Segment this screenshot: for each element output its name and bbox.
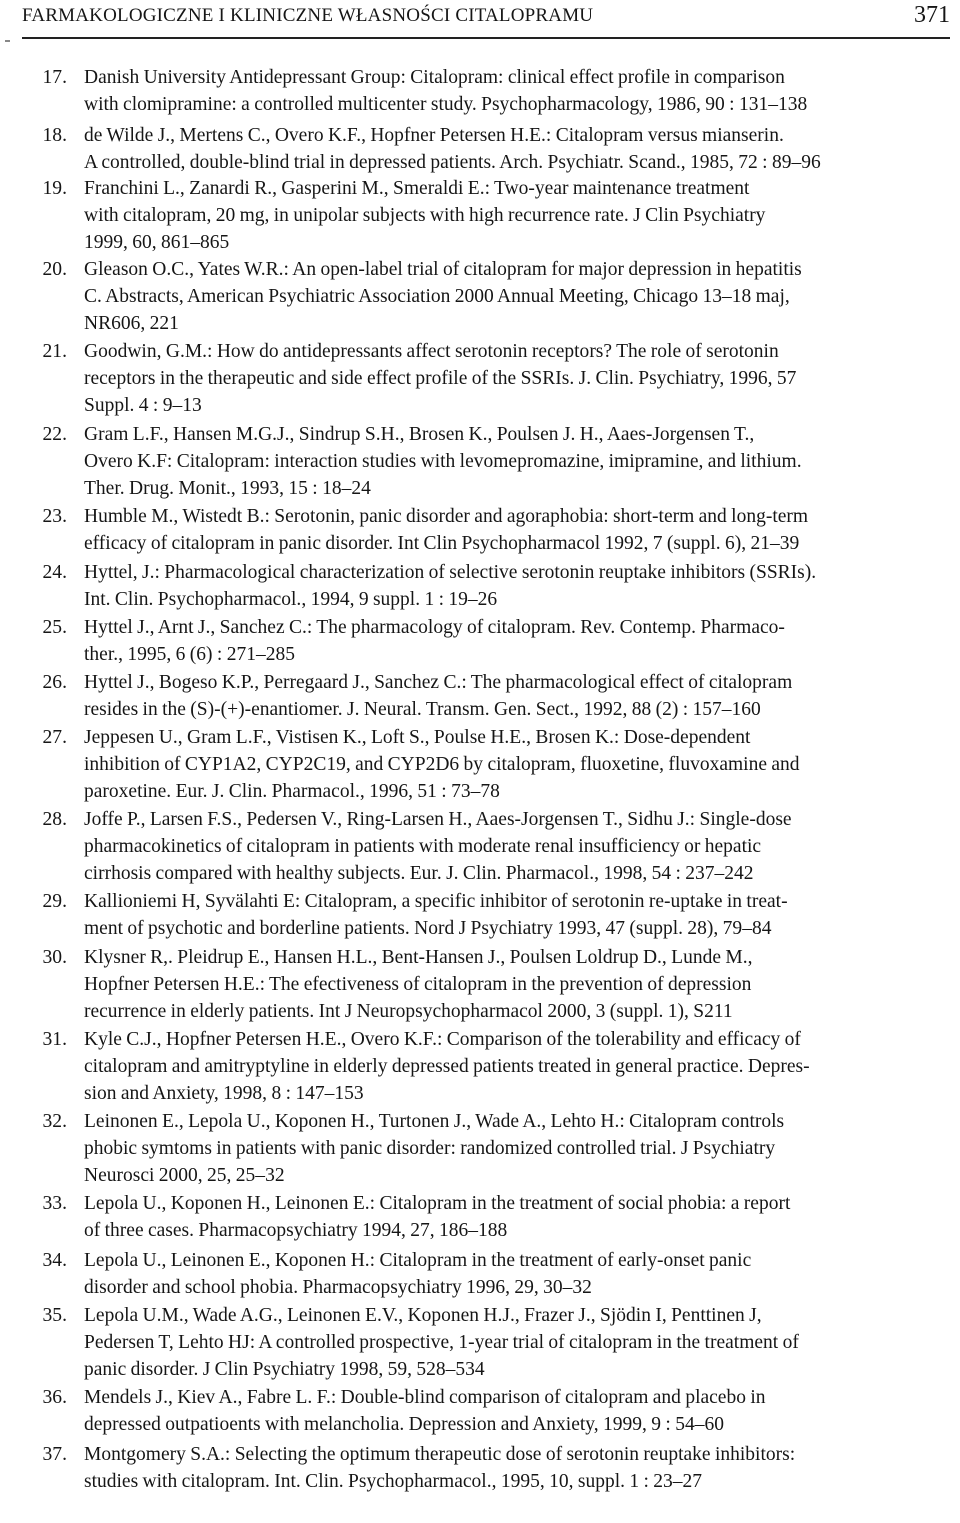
reference-line: Lepola U., Leinonen E., Koponen H.: Citalopram in the treatment of early-onset panic bbox=[84, 1250, 752, 1271]
reference-text bbox=[84, 122, 960, 176]
reference-line: Gleason O.C., Yates W.R.: An open-label trial of citalopram for major depression in hepatitis bbox=[84, 259, 802, 280]
reference-item bbox=[42, 806, 960, 887]
reference-text bbox=[84, 1302, 960, 1383]
reference-line: Lepola U., Koponen H., Leinonen E.: Citalopram in the treatment of social phobia: a report bbox=[84, 1193, 791, 1214]
reference-text bbox=[84, 944, 960, 1025]
reference-line: Kallioniemi H, Syvälahti E: Citalopram, a specific inhibitor of serotonin re-uptake in treat- bbox=[84, 891, 788, 912]
reference-line: Mendels J., Kiev A., Fabre L. F.: Double-blind comparison of citalopram and placebo in bbox=[84, 1387, 766, 1408]
reference-item bbox=[42, 669, 960, 723]
running-title: FARMAKOLOGICZNE I KLINICZNE WŁASNOŚCI CITALOPRAMU bbox=[22, 5, 594, 26]
reference-text bbox=[84, 1108, 960, 1189]
reference-line: with clomipramine: a controlled multicenter study. Psychopharmacology, 1986, 90 : 131–138 bbox=[84, 94, 808, 115]
reference-number: 34. bbox=[42, 1250, 67, 1271]
reference-number: 20. bbox=[42, 259, 67, 280]
reference-text bbox=[84, 1026, 960, 1107]
reference-number: 23. bbox=[42, 506, 67, 527]
reference-number: 37. bbox=[42, 1444, 67, 1465]
reference-line: with citalopram, 20 mg, in unipolar subjects with high recurrence rate. J Clin Psychiatry bbox=[84, 205, 766, 226]
reference-line: Ther. Drug. Monit., 1993, 15 : 18–24 bbox=[84, 478, 371, 499]
reference-text bbox=[84, 64, 960, 118]
reference-text bbox=[84, 1441, 960, 1495]
reference-number: 26. bbox=[42, 672, 67, 693]
reference-number: 33. bbox=[42, 1193, 67, 1214]
reference-line: studies with citalopram. Int. Clin. Psychopharmacol., 1995, 10, suppl. 1 : 23–27 bbox=[84, 1471, 703, 1492]
reference-line: Overo K.F: Citalopram: interaction studies with levomepromazine, imipramine, and lithium. bbox=[84, 451, 802, 472]
reference-number: 22. bbox=[42, 424, 67, 445]
reference-text bbox=[84, 1384, 960, 1438]
reference-text bbox=[84, 806, 960, 887]
reference-line: cirrhosis compared with healthy subjects. Eur. J. Clin. Pharmacol., 1998, 54 : 237–242 bbox=[84, 863, 754, 884]
reference-line: Hyttel J., Arnt J., Sanchez C.: The pharmacology of citalopram. Rev. Contemp. Pharmaco- bbox=[84, 617, 785, 638]
running-head bbox=[22, 2, 950, 36]
reference-number: 36. bbox=[42, 1387, 67, 1408]
reference-number: 27. bbox=[42, 727, 67, 748]
reference-item bbox=[42, 614, 960, 668]
reference-number: 31. bbox=[42, 1029, 67, 1050]
reference-line: efficacy of citalopram in panic disorder. Int Clin Psychopharmacol 1992, 7 (suppl. 6), 21–39 bbox=[84, 533, 800, 554]
reference-line: recurrence in elderly patients. Int J Neuropsychopharmacol 2000, 3 (suppl. 1), S211 bbox=[84, 1001, 733, 1022]
reference-text bbox=[84, 888, 960, 942]
reference-item bbox=[42, 256, 960, 337]
reference-line: NR606, 221 bbox=[84, 313, 179, 334]
reference-number: 25. bbox=[42, 617, 67, 638]
reference-item bbox=[42, 1441, 960, 1495]
reference-item bbox=[42, 421, 960, 502]
reference-number: 35. bbox=[42, 1305, 67, 1326]
reference-line: Leinonen E., Lepola U., Koponen H., Turtonen J., Wade A., Lehto H.: Citalopram controls bbox=[84, 1111, 785, 1132]
page-number: 371 bbox=[914, 2, 950, 28]
reference-item bbox=[42, 175, 960, 256]
reference-line: Gram L.F., Hansen M.G.J., Sindrup S.H., Brosen K., Poulsen J. H., Aaes-Jorgensen T., bbox=[84, 424, 755, 445]
reference-number: 17. bbox=[42, 67, 67, 88]
reference-item bbox=[42, 1302, 960, 1383]
reference-line: Pedersen T, Lehto HJ: A controlled prospective, 1-year trial of citalopram in the treatment of bbox=[84, 1332, 799, 1353]
reference-line: Hyttel, J.: Pharmacological characterization of selective serotonin reuptake inhibitors (SSRIs). bbox=[84, 562, 817, 583]
reference-line: sion and Anxiety, 1998, 8 : 147–153 bbox=[84, 1083, 364, 1104]
reference-item bbox=[42, 1108, 960, 1189]
reference-line: de Wilde J., Mertens C., Overo K.F., Hopfner Petersen H.E.: Citalopram versus mianserin. bbox=[84, 125, 784, 146]
reference-number: 28. bbox=[42, 809, 67, 830]
reference-line: resides in the (S)-(+)-enantiomer. J. Neural. Transm. Gen. Sect., 1992, 88 (2) : 157–160 bbox=[84, 699, 761, 720]
reference-line: Franchini L., Zanardi R., Gasperini M., Smeraldi E.: Two-year maintenance treatment bbox=[84, 178, 750, 199]
reference-line: Int. Clin. Psychopharmacol., 1994, 9 suppl. 1 : 19–26 bbox=[84, 589, 498, 610]
reference-item bbox=[42, 559, 960, 613]
reference-number: 21. bbox=[42, 341, 67, 362]
reference-item bbox=[42, 64, 960, 118]
reference-number: 24. bbox=[42, 562, 67, 583]
reference-number: 19. bbox=[42, 178, 67, 199]
reference-line: Neurosci 2000, 25, 25–32 bbox=[84, 1165, 285, 1186]
reference-line: paroxetine. Eur. J. Clin. Pharmacol., 1996, 51 : 73–78 bbox=[84, 781, 500, 802]
reference-line: pharmacokinetics of citalopram in patients with moderate renal insufficiency or hepatic bbox=[84, 836, 762, 857]
reference-item bbox=[42, 1026, 960, 1107]
reference-item bbox=[42, 1190, 960, 1244]
reference-line: of three cases. Pharmacopsychiatry 1994, 27, 186–188 bbox=[84, 1220, 508, 1241]
reference-line: Klysner R,. Pleidrup E., Hansen H.L., Bent-Hansen J., Poulsen Loldrup D., Lunde M., bbox=[84, 947, 753, 968]
reference-text bbox=[84, 175, 960, 256]
reference-text bbox=[84, 559, 960, 613]
reference-item bbox=[42, 338, 960, 419]
reference-line: 1999, 60, 861–865 bbox=[84, 232, 230, 253]
reference-line: Suppl. 4 : 9–13 bbox=[84, 395, 202, 416]
reference-line: Danish University Antidepressant Group: Citalopram: clinical effect profile in comparison bbox=[84, 67, 785, 88]
reference-item bbox=[42, 724, 960, 805]
reference-line: Kyle C.J., Hopfner Petersen H.E., Overo K.F.: Comparison of the tolerability and efficacy of bbox=[84, 1029, 801, 1050]
reference-line: Lepola U.M., Wade A.G., Leinonen E.V., Koponen H.J., Frazer J., Sjödin I, Penttinen J, bbox=[84, 1305, 762, 1326]
reference-item bbox=[42, 888, 960, 942]
reference-line: ment of psychotic and borderline patients. Nord J Psychiatry 1993, 47 (suppl. 28), 79–84 bbox=[84, 918, 772, 939]
reference-number: 18. bbox=[42, 125, 67, 146]
reference-line: C. Abstracts, American Psychiatric Association 2000 Annual Meeting, Chicago 13–18 maj, bbox=[84, 286, 790, 307]
reference-text bbox=[84, 256, 960, 337]
reference-item bbox=[42, 503, 960, 557]
header-rule bbox=[22, 37, 950, 39]
reference-number: 32. bbox=[42, 1111, 67, 1132]
reference-line: phobic symtoms in patients with panic disorder: randomized controlled trial. J Psychiatry bbox=[84, 1138, 776, 1159]
reference-line: Montgomery S.A.: Selecting the optimum therapeutic dose of serotonin reuptake inhibitors: bbox=[84, 1444, 796, 1465]
reference-number: 29. bbox=[42, 891, 67, 912]
reference-text bbox=[84, 1247, 960, 1301]
reference-item bbox=[42, 944, 960, 1025]
reference-item bbox=[42, 1247, 960, 1301]
reference-line: Humble M., Wistedt B.: Serotonin, panic disorder and agoraphobia: short-term and long-term bbox=[84, 506, 809, 527]
reference-line: disorder and school phobia. Pharmacopsychiatry 1996, 29, 30–32 bbox=[84, 1277, 592, 1298]
reference-text bbox=[84, 614, 960, 668]
reference-number: 30. bbox=[42, 947, 67, 968]
reference-item bbox=[42, 1384, 960, 1438]
reference-line: Hyttel J., Bogeso K.P., Perregaard J., Sanchez C.: The pharmacological effect of citalopram bbox=[84, 672, 793, 693]
reference-line: ther., 1995, 6 (6) : 271–285 bbox=[84, 644, 295, 665]
reference-text bbox=[84, 1190, 960, 1244]
reference-text bbox=[84, 338, 960, 419]
reference-line: Goodwin, G.M.: How do antidepressants affect serotonin receptors? The role of serotonin bbox=[84, 341, 779, 362]
reference-line: A controlled, double-blind trial in depressed patients. Arch. Psychiatr. Scand., 1985, 72 : 89–96 bbox=[84, 152, 821, 173]
reference-text bbox=[84, 503, 960, 557]
reference-line: Hopfner Petersen H.E.: The efectiveness of citalopram in the prevention of depression bbox=[84, 974, 752, 995]
reference-line: panic disorder. J Clin Psychiatry 1998, 59, 528–534 bbox=[84, 1359, 485, 1380]
reference-text bbox=[84, 669, 960, 723]
reference-item bbox=[42, 122, 960, 176]
reference-line: inhibition of CYP1A2, CYP2C19, and CYP2D6 by citalopram, fluoxetine, fluvoxamine and bbox=[84, 754, 800, 775]
reference-line: Joffe P., Larsen F.S., Pedersen V., Ring-Larsen H., Aaes-Jorgensen T., Sidhu J.: Single-dose bbox=[84, 809, 792, 830]
reference-line: citalopram and amitryptyline in elderly depressed patients treated in general practice. Depres- bbox=[84, 1056, 810, 1077]
reference-line: receptors in the therapeutic and side effect profile of the SSRIs. J. Clin. Psychiatry, 1996, 57 bbox=[84, 368, 797, 389]
reference-text bbox=[84, 724, 960, 805]
reference-line: depressed outpatioents with melancholia. Depression and Anxiety, 1999, 9 : 54–60 bbox=[84, 1414, 725, 1435]
reference-text bbox=[84, 421, 960, 502]
reference-line: Jeppesen U., Gram L.F., Vistisen K., Loft S., Poulse H.E., Brosen K.: Dose-dependent bbox=[84, 727, 751, 748]
margin-mark bbox=[5, 40, 10, 42]
